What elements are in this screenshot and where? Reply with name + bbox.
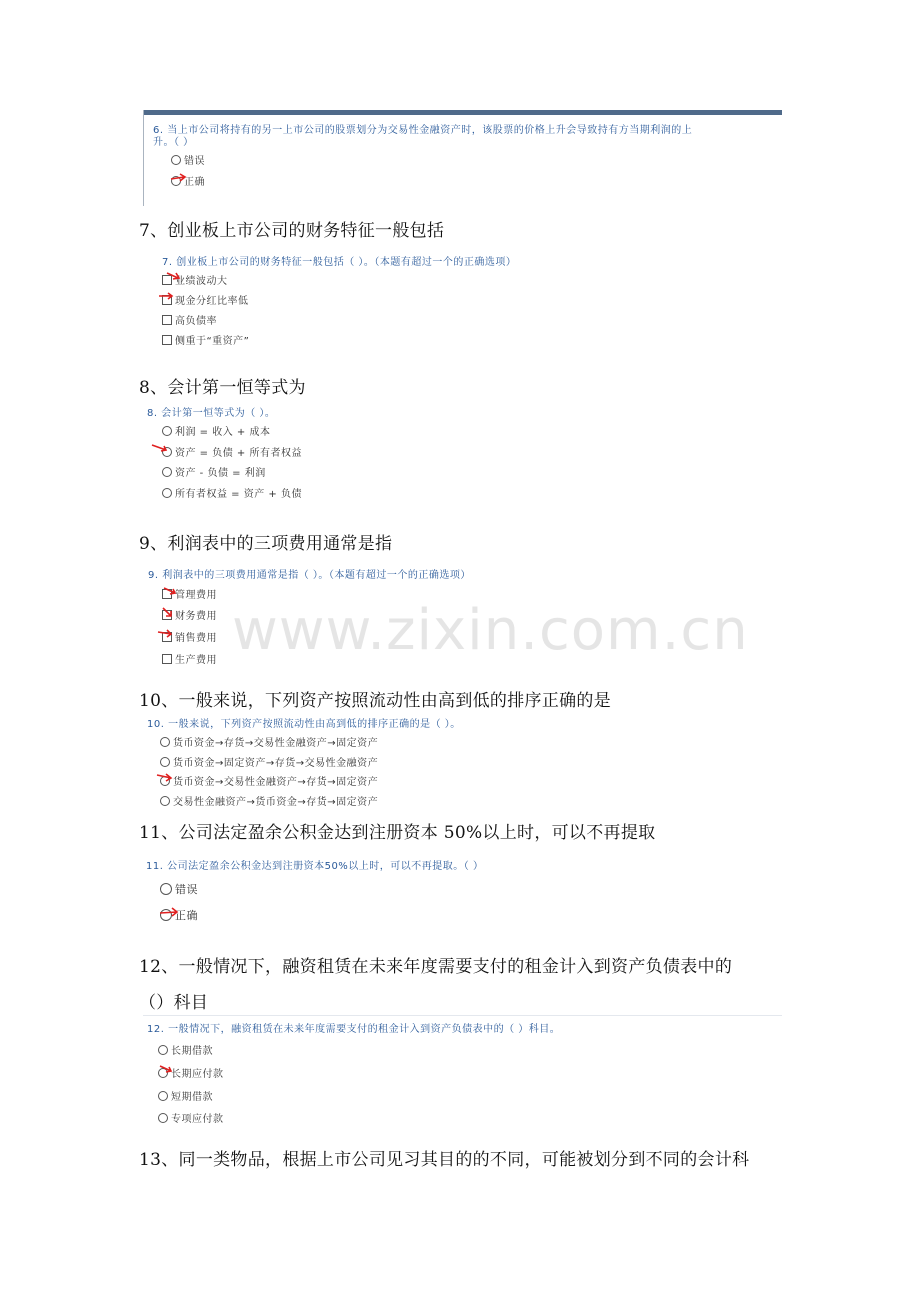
q8-option-4[interactable] <box>162 485 302 500</box>
option-label: 错误 <box>175 883 198 896</box>
q6-question-line2: 升。（ ） <box>153 137 194 148</box>
radio-icon[interactable] <box>158 1068 168 1078</box>
q7-question: 7. 创业板上市公司的财务特征一般包括（ ）。（本题有超过一个的正确选项） <box>162 257 517 268</box>
q10-option-4[interactable] <box>160 793 378 808</box>
q6-question-line1: 6. 当上市公司将持有的另一上市公司的股票划分为交易性金融资产时，该股票的价格上升会导致持有方当期利润的上 <box>153 125 693 136</box>
q6-option-correct[interactable] <box>171 173 205 188</box>
q11-option-wrong[interactable] <box>160 881 198 897</box>
radio-icon[interactable] <box>158 1113 168 1123</box>
question-block-border <box>143 110 144 206</box>
checkbox-icon[interactable] <box>162 295 172 305</box>
checkbox-icon[interactable] <box>162 610 172 620</box>
q8-option-2[interactable] <box>162 444 302 459</box>
q12-option-4[interactable] <box>158 1110 224 1125</box>
q10-question: 10. 一般来说，下列资产按照流动性由高到低的排序正确的是（ ）。 <box>147 719 461 730</box>
q7-option-1[interactable] <box>162 272 228 287</box>
option-label: 长期应付款 <box>171 1069 224 1080</box>
radio-icon[interactable] <box>162 467 172 477</box>
option-label: 货币资金→存货→交易性金融资产→固定资产 <box>173 738 379 749</box>
q11-option-correct[interactable] <box>160 907 198 923</box>
q7-heading: 7、创业板上市公司的财务特征一般包括 <box>139 221 445 241</box>
q12-option-1[interactable] <box>158 1042 213 1057</box>
q8-question: 8. 会计第一恒等式为（ ）。 <box>147 408 276 419</box>
option-label: 正确 <box>184 177 205 188</box>
radio-icon[interactable] <box>160 883 172 895</box>
option-label: 所有者权益 = 资产 + 负债 <box>175 489 302 500</box>
q7-option-4[interactable] <box>162 332 249 347</box>
option-label: 长期借款 <box>171 1046 213 1057</box>
radio-icon[interactable] <box>162 488 172 498</box>
radio-icon[interactable] <box>160 776 170 786</box>
option-label: 专项应付款 <box>171 1114 224 1125</box>
q12-heading-line1: 12、一般情况下，融资租赁在未来年度需要支付的租金计入到资产负债表中的 <box>139 957 733 977</box>
q9-option-2[interactable] <box>162 607 217 622</box>
q11-question: 11. 公司法定盈余公积金达到注册资本50%以上时，可以不再提取。（ ） <box>146 861 484 872</box>
q10-option-1[interactable] <box>160 734 378 749</box>
option-label: 生产费用 <box>175 655 217 666</box>
option-label: 交易性金融资产→货币资金→存货→固定资产 <box>173 797 379 808</box>
radio-icon[interactable] <box>171 176 181 186</box>
q11-heading: 11、公司法定盈余公积金达到注册资本 50%以上时，可以不再提取 <box>139 823 656 843</box>
q12-heading-line2: （）科目 <box>139 993 209 1013</box>
option-label: 管理费用 <box>175 590 217 601</box>
radio-icon[interactable] <box>160 909 172 921</box>
q8-heading: 8、会计第一恒等式为 <box>139 378 306 398</box>
radio-icon[interactable] <box>162 426 172 436</box>
checkbox-icon[interactable] <box>162 654 172 664</box>
separator-line <box>143 1015 782 1016</box>
option-label: 销售费用 <box>175 633 217 644</box>
q6-option-wrong[interactable] <box>171 152 205 167</box>
q10-heading: 10、一般来说，下列资产按照流动性由高到低的排序正确的是 <box>139 691 612 711</box>
radio-icon[interactable] <box>162 447 172 457</box>
q9-question: 9. 利润表中的三项费用通常是指（ ）。（本题有超过一个的正确选项） <box>148 570 471 581</box>
option-label: 货币资金→固定资产→存货→交易性金融资产 <box>173 758 379 769</box>
option-label: 错误 <box>184 156 205 167</box>
question-header-bar <box>143 110 782 115</box>
q12-option-2[interactable] <box>158 1065 224 1080</box>
q12-option-3[interactable] <box>158 1088 213 1103</box>
option-label: 财务费用 <box>175 611 217 622</box>
option-label: 短期借款 <box>171 1092 213 1103</box>
q7-option-3[interactable] <box>162 312 217 327</box>
option-label: 资产 - 负债 = 利润 <box>175 468 266 479</box>
radio-icon[interactable] <box>160 796 170 806</box>
q10-option-3[interactable] <box>160 773 378 788</box>
q9-option-3[interactable] <box>162 629 217 644</box>
option-label: 货币资金→交易性金融资产→存货→固定资产 <box>173 777 379 788</box>
q8-option-3[interactable] <box>162 464 266 479</box>
q8-option-1[interactable] <box>162 423 270 438</box>
option-label: 现金分红比率低 <box>175 296 249 307</box>
radio-icon[interactable] <box>160 757 170 767</box>
radio-icon[interactable] <box>158 1045 168 1055</box>
q13-heading: 13、同一类物品，根据上市公司见习其目的的不同，可能被划分到不同的会计科 <box>139 1150 750 1170</box>
q9-option-1[interactable] <box>162 586 217 601</box>
option-label: 利润 = 收入 + 成本 <box>175 427 271 438</box>
q12-question: 12. 一般情况下，融资租赁在未来年度需要支付的租金计入到资产负债表中的（ ）科目。 <box>147 1024 561 1035</box>
checkbox-icon[interactable] <box>162 275 172 285</box>
q7-option-2[interactable] <box>162 292 249 307</box>
watermark: www.zixin.com.cn <box>232 598 749 663</box>
checkbox-icon[interactable] <box>162 632 172 642</box>
option-label: 资产 = 负债 + 所有者权益 <box>175 448 302 459</box>
radio-icon[interactable] <box>160 737 170 747</box>
radio-icon[interactable] <box>171 155 181 165</box>
option-label: 高负债率 <box>175 316 217 327</box>
checkbox-icon[interactable] <box>162 315 172 325</box>
q9-heading: 9、利润表中的三项费用通常是指 <box>139 534 393 554</box>
q9-option-4[interactable] <box>162 651 217 666</box>
checkbox-icon[interactable] <box>162 335 172 345</box>
q10-option-2[interactable] <box>160 754 378 769</box>
option-label: 业绩波动大 <box>175 276 228 287</box>
checkbox-icon[interactable] <box>162 589 172 599</box>
option-label: 侧重于“重资产” <box>175 336 250 347</box>
option-label: 正确 <box>175 909 198 922</box>
radio-icon[interactable] <box>158 1091 168 1101</box>
